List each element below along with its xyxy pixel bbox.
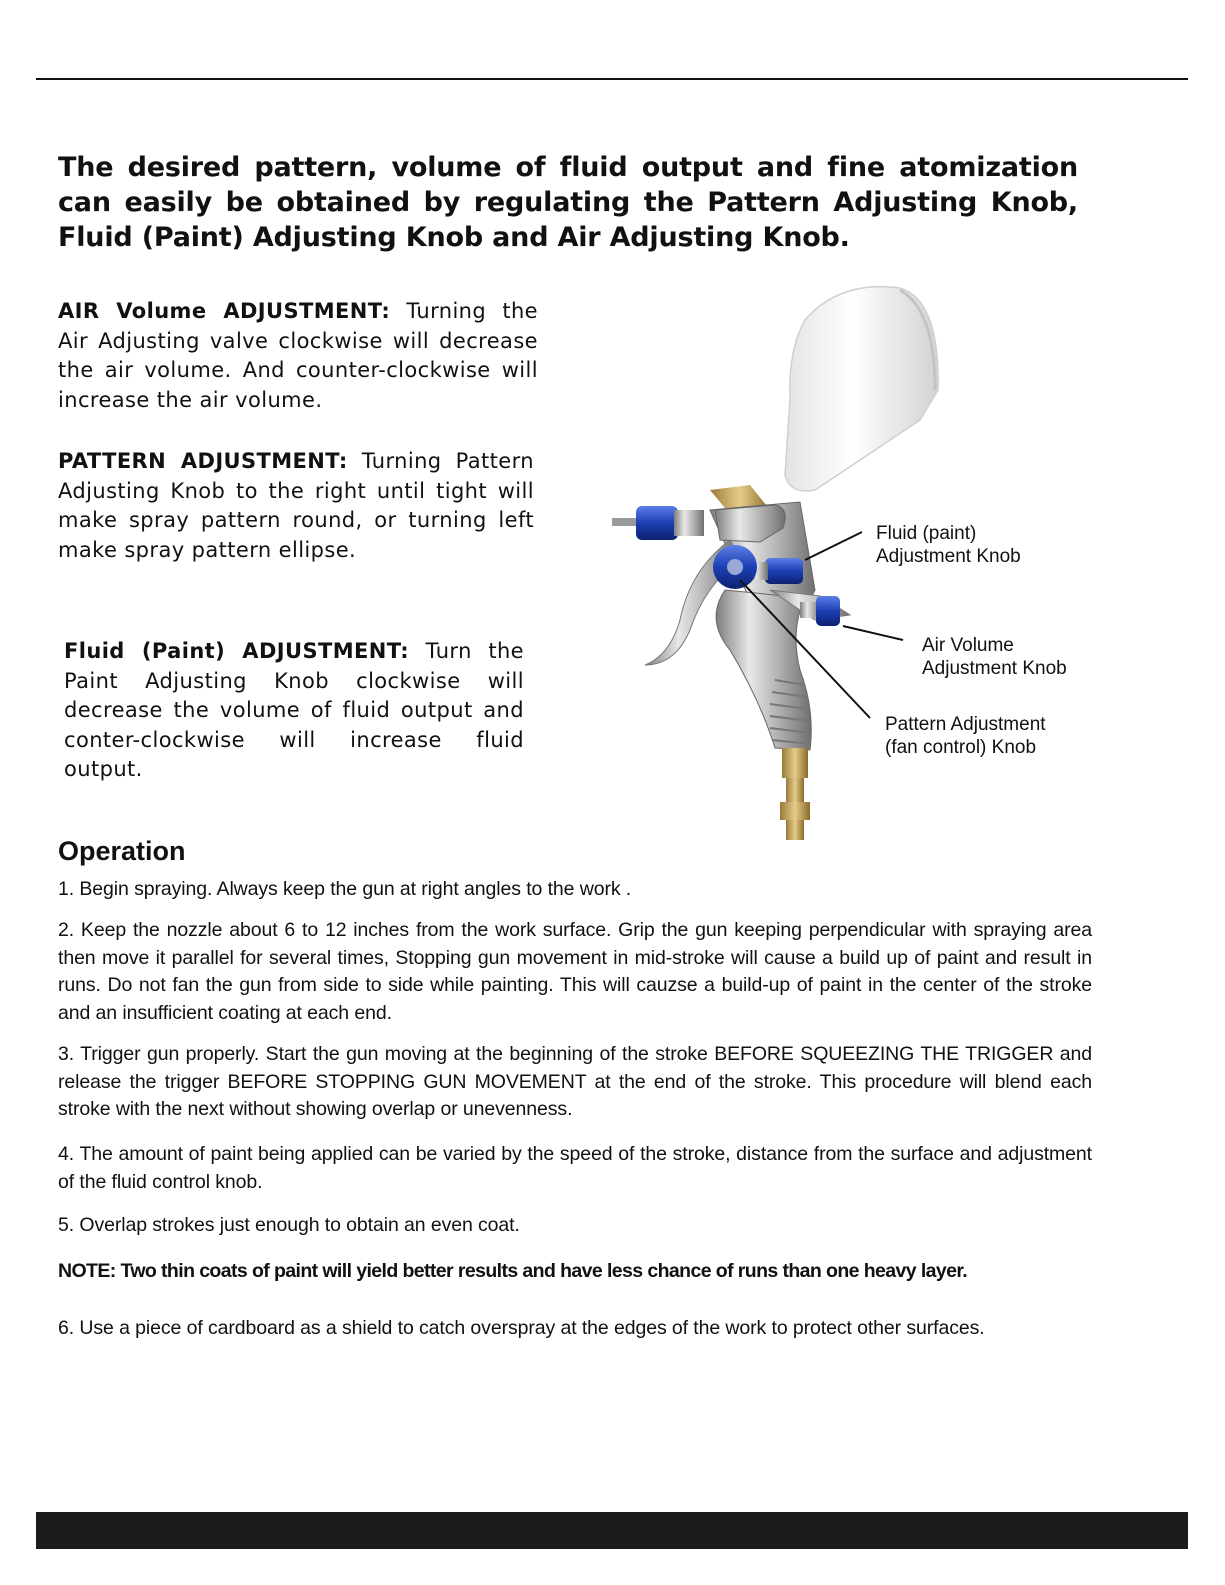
operation-step-4: 4. The amount of paint being applied can be varied by the speed of the stroke, distance from the surface and adjustment of the fluid control knob. bbox=[58, 1143, 1092, 1193]
operation-step-5: 5. Overlap strokes just enough to obtain an even coat. bbox=[58, 1214, 520, 1236]
air-volume-adjustment bbox=[58, 297, 538, 415]
air-adjustment-heading: AIR Volume ADJUSTMENT: bbox=[58, 299, 391, 323]
callout-pattern-knob bbox=[885, 713, 1046, 759]
operation-note: NOTE: Two thin coats of paint will yield better results and have less chance of runs than one heavy layer. bbox=[58, 1260, 968, 1282]
fluid-adjustment-text: Turn the Paint Adjusting Knob clockwise will decrease the volume of fluid output and conter-clockwise will increase fluid output. bbox=[64, 639, 524, 781]
operation-step-3: 3. Trigger gun properly. Start the gun moving at the beginning of the stroke BEFORE SQUEEZING THE TRIGGER and release the trigger BEFORE STOPPING GUN MOVEMENT at the end of the stroke. This procedure will blend each stroke with the next without showing overlap or unevenness. bbox=[58, 1043, 1092, 1120]
footer-bar bbox=[36, 1512, 1188, 1549]
callout-air-line-1: Air Volume bbox=[922, 635, 1014, 656]
air-inlet bbox=[780, 748, 810, 840]
pattern-knob bbox=[713, 545, 757, 589]
pattern-adjustment-text: Turning Pattern Adjusting Knob to the right until tight will make spray pattern round, or turning left make spray pattern ellipse. bbox=[58, 449, 534, 562]
callout-fluid-line-2: Adjustment Knob bbox=[876, 546, 1021, 567]
operation-step-2: 2. Keep the nozzle about 6 to 12 inches from the work surface. Grip the gun keeping perpendicular with spraying area then move it parallel for several times, Stopping gun movement in mid-stroke will cause a build up of paint and result in runs. Do not fan the gun from side to side while painting. This will cauzse a build-up of paint in the center of the stroke and an insufficient coating at each end. bbox=[58, 919, 1092, 1024]
operation-step-6: 6. Use a piece of cardboard as a shield to catch overspray at the edges of the work to protect other surfaces. bbox=[58, 1317, 985, 1339]
operation-step-1: 1. Begin spraying. Always keep the gun at right angles to the work . bbox=[58, 878, 632, 900]
callout-fluid-line-1: Fluid (paint) bbox=[876, 523, 977, 544]
callout-air-line-2: Adjustment Knob bbox=[922, 658, 1067, 679]
callout-pattern-line-1: Pattern Adjustment bbox=[885, 714, 1046, 735]
pattern-adjustment-heading: PATTERN ADJUSTMENT: bbox=[58, 449, 348, 473]
callout-air-knob bbox=[922, 634, 1067, 680]
callout-fluid-knob bbox=[876, 522, 1021, 568]
air-adjustment-text: Turning the Air Adjusting valve clockwise will decrease the air volume. And counter-clockwise will increase the air volume. bbox=[58, 299, 538, 412]
callout-pattern-line-2: (fan control) Knob bbox=[885, 737, 1037, 758]
pattern-adjustment bbox=[58, 447, 534, 565]
fluid-adjustment-heading: Fluid (Paint) ADJUSTMENT: bbox=[64, 639, 410, 663]
fluid-adjustment bbox=[64, 637, 524, 785]
paint-cup bbox=[710, 287, 938, 520]
header-rule bbox=[36, 78, 1188, 80]
operation-heading: Operation bbox=[58, 836, 186, 866]
gun-body bbox=[645, 502, 850, 750]
air-cap-nozzle bbox=[612, 506, 704, 540]
intro-paragraph: The desired pattern, volume of fluid output and fine atomization can easily be obtained by regulating the Pattern Adjusting Knob, Fluid (Paint) Adjusting Knob and Air Adjusting Knob. bbox=[58, 152, 1078, 253]
